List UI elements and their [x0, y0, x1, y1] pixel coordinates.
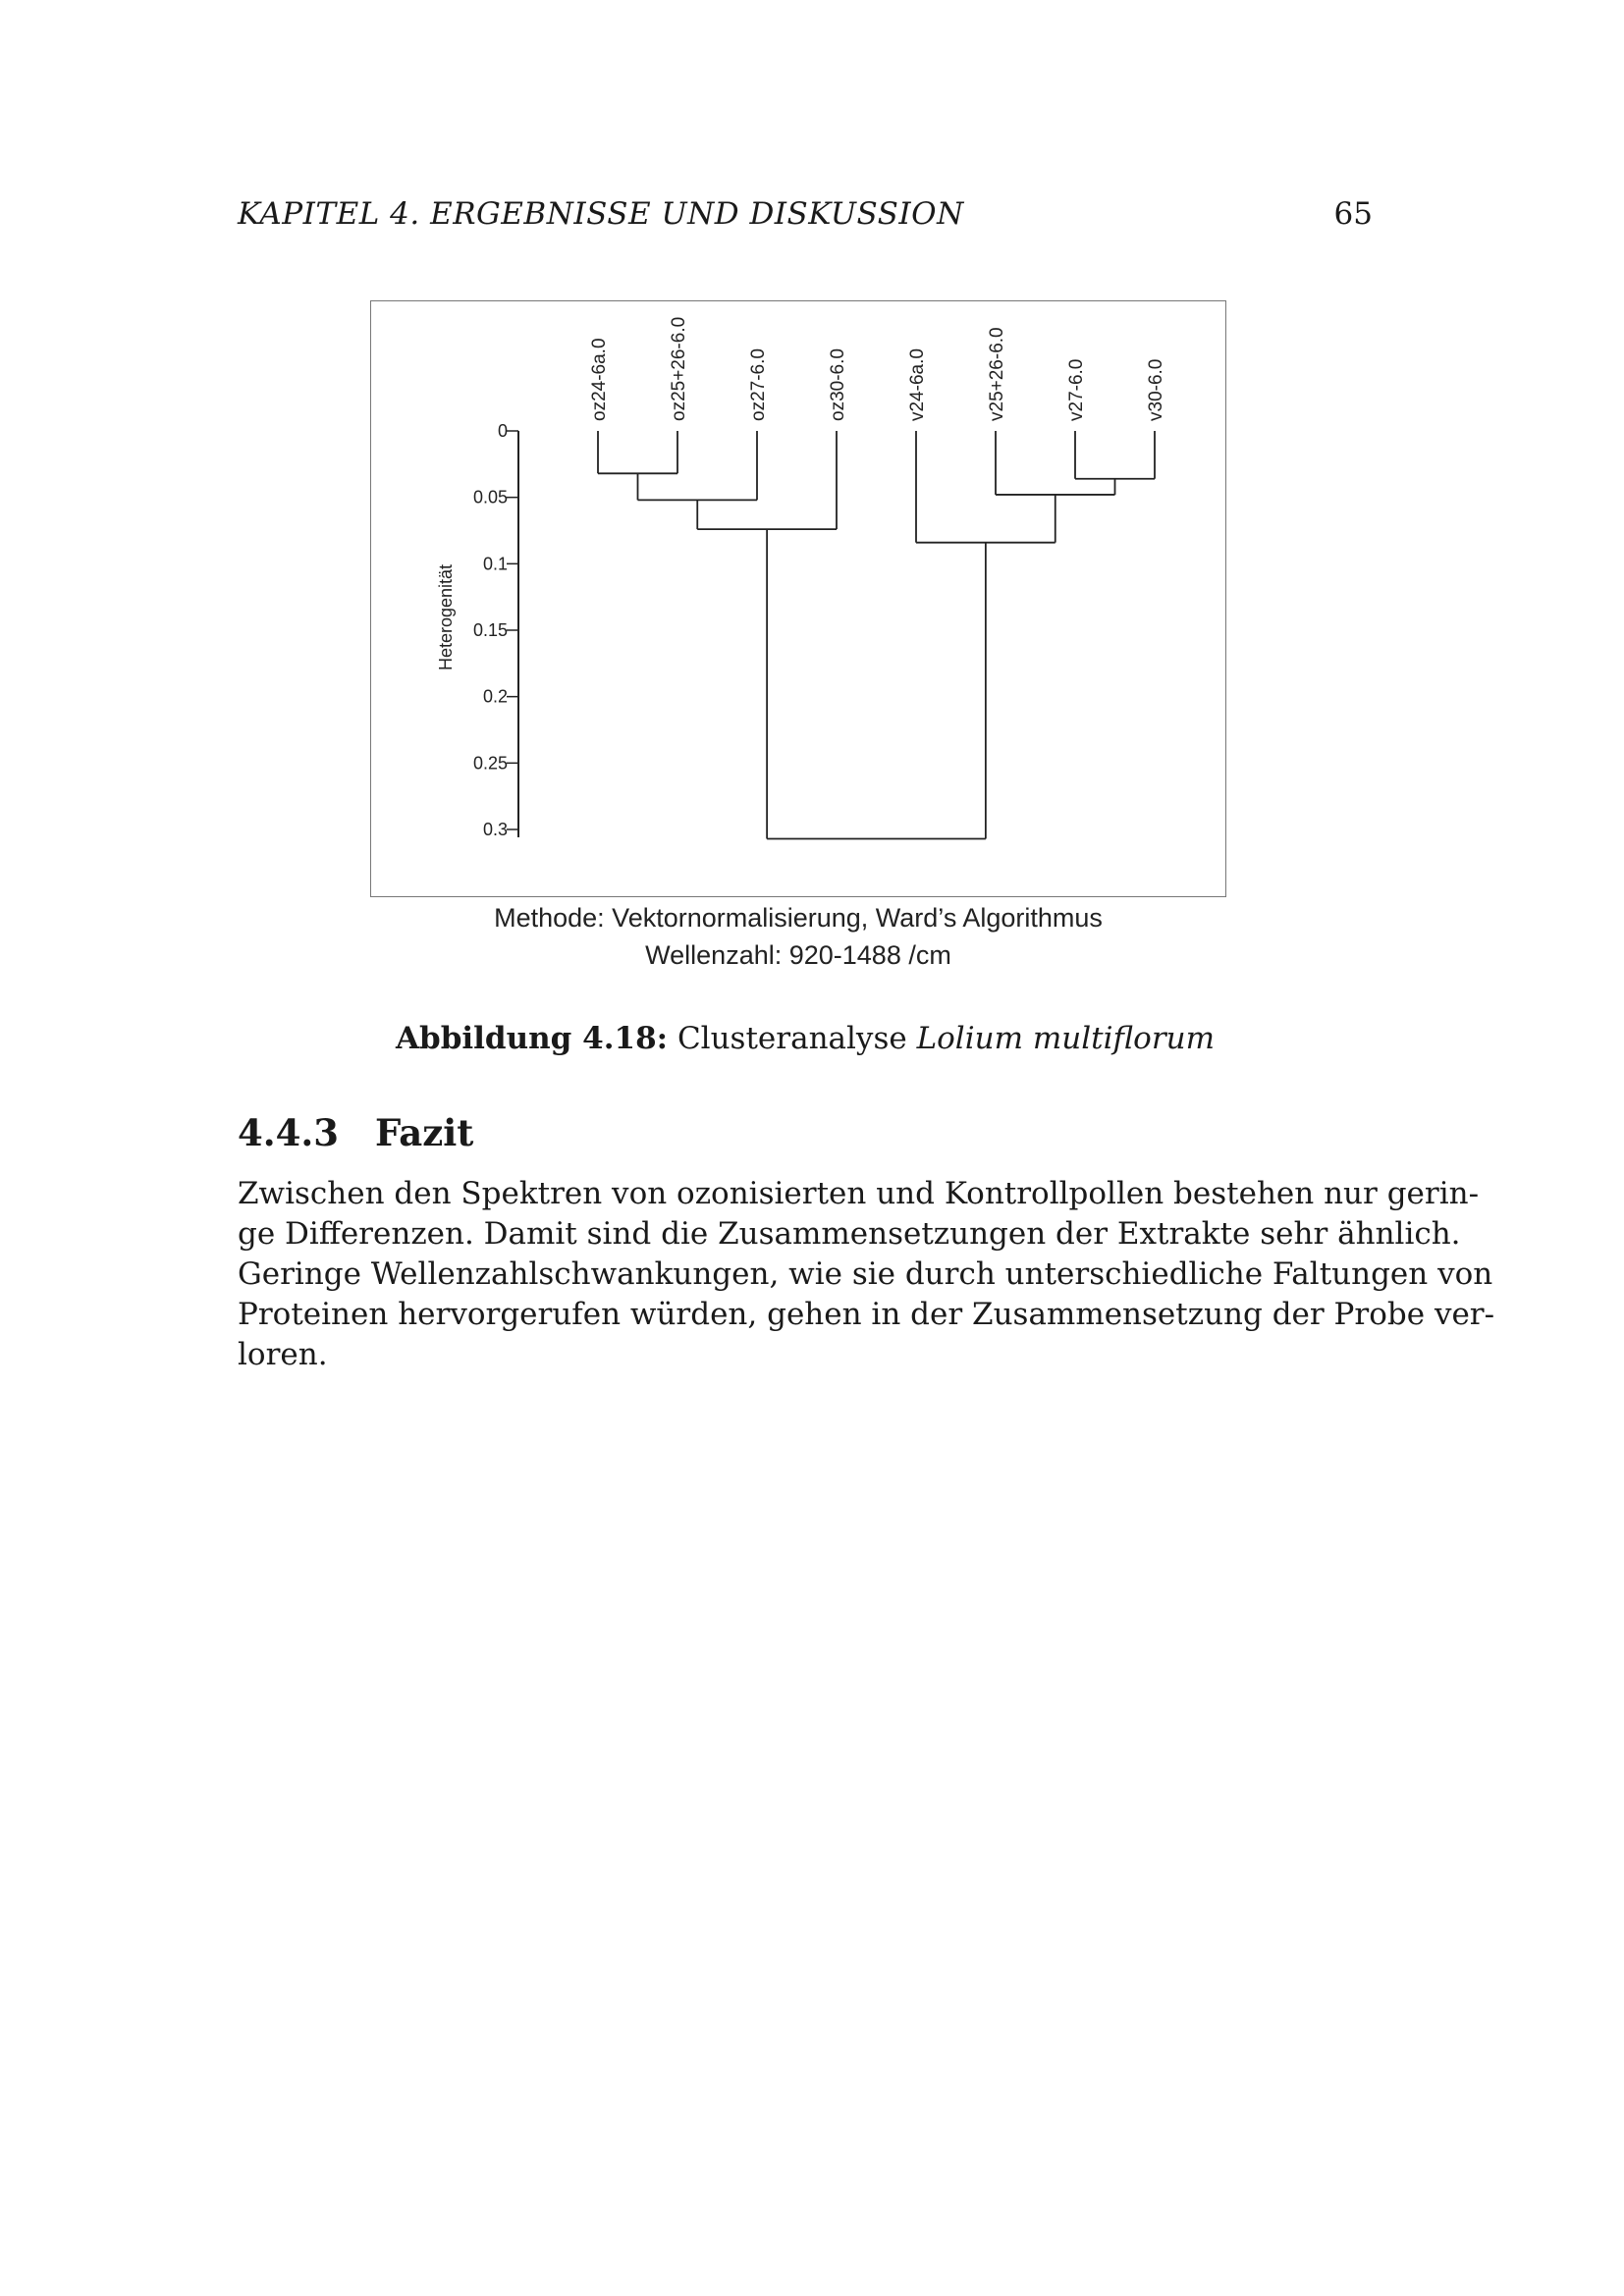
- caption-label: Abbildung 4.18:: [395, 1021, 669, 1056]
- caption-text: Clusteranalyse: [677, 1021, 907, 1056]
- wavenumber-line: Wellenzahl: 920-1488 /cm: [645, 940, 951, 970]
- section-heading: [238, 1111, 473, 1154]
- paragraph-line: ge Differenzen. Damit sind die Zusammensetzungen der Extrakte sehr ähnlich.: [238, 1216, 1461, 1252]
- paragraph-line: Geringe Wellenzahlschwankungen, wie sie durch unterschiedliche Faltungen von: [238, 1256, 1493, 1292]
- y-tick-label: 0.1: [482, 554, 508, 574]
- leaf-label: oz25+26-6.0: [669, 316, 689, 421]
- y-tick-label: 0.2: [482, 686, 508, 707]
- figure-caption: [238, 1021, 1373, 1056]
- leaf-label: v30-6.0: [1146, 358, 1166, 421]
- body-paragraph: [238, 1174, 1495, 1375]
- paragraph-line: Proteinen hervorgerufen würden, gehen in der Zusammensetzung der Probe ver-: [238, 1297, 1495, 1332]
- leaf-label: oz30-6.0: [828, 348, 848, 421]
- y-tick-label: 0.15: [472, 620, 508, 640]
- y-tick-label: 0.3: [482, 820, 508, 839]
- leaf-label: v24-6a.0: [907, 348, 928, 421]
- section-number: 4.4.3: [238, 1111, 339, 1154]
- page-number: 65: [1333, 196, 1373, 232]
- leaf-label: oz27-6.0: [748, 348, 769, 421]
- leaf-label: oz24-6a.0: [589, 338, 610, 421]
- section-title: Fazit: [375, 1111, 474, 1154]
- y-tick-label: 0.05: [472, 487, 508, 507]
- leaf-label: v27-6.0: [1066, 358, 1087, 421]
- leaf-label: v25+26-6.0: [987, 327, 1007, 421]
- paragraph-line: loren.: [238, 1337, 328, 1372]
- y-axis-label: Heterogenität: [436, 563, 456, 671]
- y-tick-label: 0: [497, 421, 508, 441]
- y-tick-label: 0.25: [472, 753, 508, 774]
- running-header: [238, 196, 1373, 245]
- paragraph-line: Zwischen den Spektren von ozonisierten und Kontrollpollen bestehen nur gerin-: [238, 1176, 1480, 1211]
- figure-method-note: [370, 899, 1226, 974]
- dendrogram-figure: [370, 300, 1226, 897]
- caption-species: Lolium multiflorum: [916, 1021, 1216, 1056]
- running-title: KAPITEL 4. ERGEBNISSE UND DISKUSSION: [238, 196, 964, 232]
- dendrogram-chart: [371, 301, 1227, 898]
- method-line: Methode: Vektornormalisierung, Ward’s Algorithmus: [494, 903, 1103, 933]
